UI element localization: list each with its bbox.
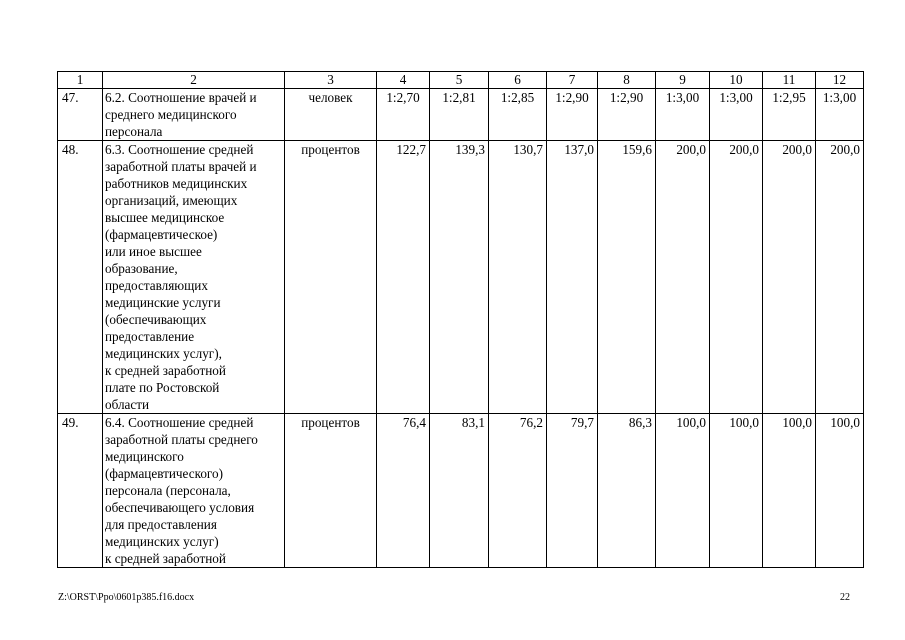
value-cell: 137,0 [547,141,598,414]
footer-file-path: Z:\ORST\Ppo\0601p385.f16.docx [58,592,195,603]
value-cell: 1:3,00 [710,89,763,141]
value-cell: 200,0 [710,141,763,414]
value-cell: 122,7 [377,141,430,414]
value-cell: 1:2,81 [430,89,489,141]
indicator-name-line: высшее медицинское [105,210,225,225]
header-cell: 7 [547,72,598,89]
header-cell: 6 [489,72,547,89]
indicator-name-line: заработной платы врачей и [105,159,257,174]
header-cell: 3 [285,72,377,89]
indicator-name-line: персонала (персонала, [105,483,231,498]
header-cell: 8 [598,72,656,89]
indicator-name-line: медицинского [105,449,184,464]
value-cell: 86,3 [598,414,656,568]
value-cell: 100,0 [710,414,763,568]
row-number: 47. [58,89,103,141]
value-cell: 1:2,70 [377,89,430,141]
indicator-name-line: заработной платы среднего [105,432,258,447]
value-cell: 200,0 [656,141,710,414]
value-cell: 200,0 [763,141,816,414]
indicator-name-line: плате по Ростовской [105,380,220,395]
indicator-name-line: работников медицинских [105,176,248,191]
indicator-name-line: организаций, имеющих [105,193,238,208]
value-cell: 1:2,90 [598,89,656,141]
indicator-name-line: обеспечивающего условия [105,500,255,515]
indicator-name-line: (фармацевтическое) [105,227,218,242]
value-cell: 139,3 [430,141,489,414]
indicator-name-line: к средней заработной [105,363,226,378]
header-cell: 10 [710,72,763,89]
value-cell: 1:2,90 [547,89,598,141]
indicator-name [103,89,285,141]
value-cell: 76,4 [377,414,430,568]
value-cell: 100,0 [816,414,864,568]
indicator-name-line: 6.4. Соотношение средней [105,415,254,430]
value-cell: 159,6 [598,141,656,414]
header-cell: 5 [430,72,489,89]
indicator-name [103,141,285,414]
header-cell: 4 [377,72,430,89]
page-number: 22 [840,592,850,603]
indicator-name-line: 6.2. Соотношение врачей и [105,90,257,105]
row-number: 49. [58,414,103,568]
unit-cell: процентов [285,141,377,414]
value-cell: 1:3,00 [656,89,710,141]
indicator-name-line: предоставляющих [105,278,208,293]
indicator-name-line: предоставление [105,329,195,344]
header-cell: 11 [763,72,816,89]
indicator-name-line: (обеспечивающих [105,312,207,327]
table-row [58,89,864,141]
unit-cell: процентов [285,414,377,568]
indicator-name-line: среднего медицинского [105,107,237,122]
value-cell: 1:3,00 [816,89,864,141]
value-cell: 200,0 [816,141,864,414]
value-cell: 83,1 [430,414,489,568]
value-cell: 100,0 [656,414,710,568]
indicator-name-line: области [105,397,150,412]
indicator-name [103,414,285,568]
indicator-name-line: медицинские услуги [105,295,221,310]
value-cell: 130,7 [489,141,547,414]
value-cell: 1:2,95 [763,89,816,141]
value-cell: 100,0 [763,414,816,568]
header-row [58,72,864,89]
data-table [57,71,864,568]
header-cell: 2 [103,72,285,89]
header-cell: 12 [816,72,864,89]
indicator-name-line: 6.3. Соотношение средней [105,142,254,157]
value-cell: 1:2,85 [489,89,547,141]
indicator-name-line: или иное высшее [105,244,202,259]
indicator-name-line: к средней заработной [105,551,226,566]
unit-cell: человек [285,89,377,141]
value-cell: 79,7 [547,414,598,568]
indicator-name-line: (фармацевтического) [105,466,223,481]
value-cell: 76,2 [489,414,547,568]
indicator-name-line: образование, [105,261,178,276]
indicator-name-line: медицинских услуг), [105,346,222,361]
header-cell: 1 [58,72,103,89]
table-row [58,414,864,568]
row-number: 48. [58,141,103,414]
indicator-name-line: персонала [105,124,163,139]
indicator-name-line: для предоставления [105,517,217,532]
indicator-name-line: медицинских услуг) [105,534,219,549]
header-cell: 9 [656,72,710,89]
table-row [58,141,864,414]
